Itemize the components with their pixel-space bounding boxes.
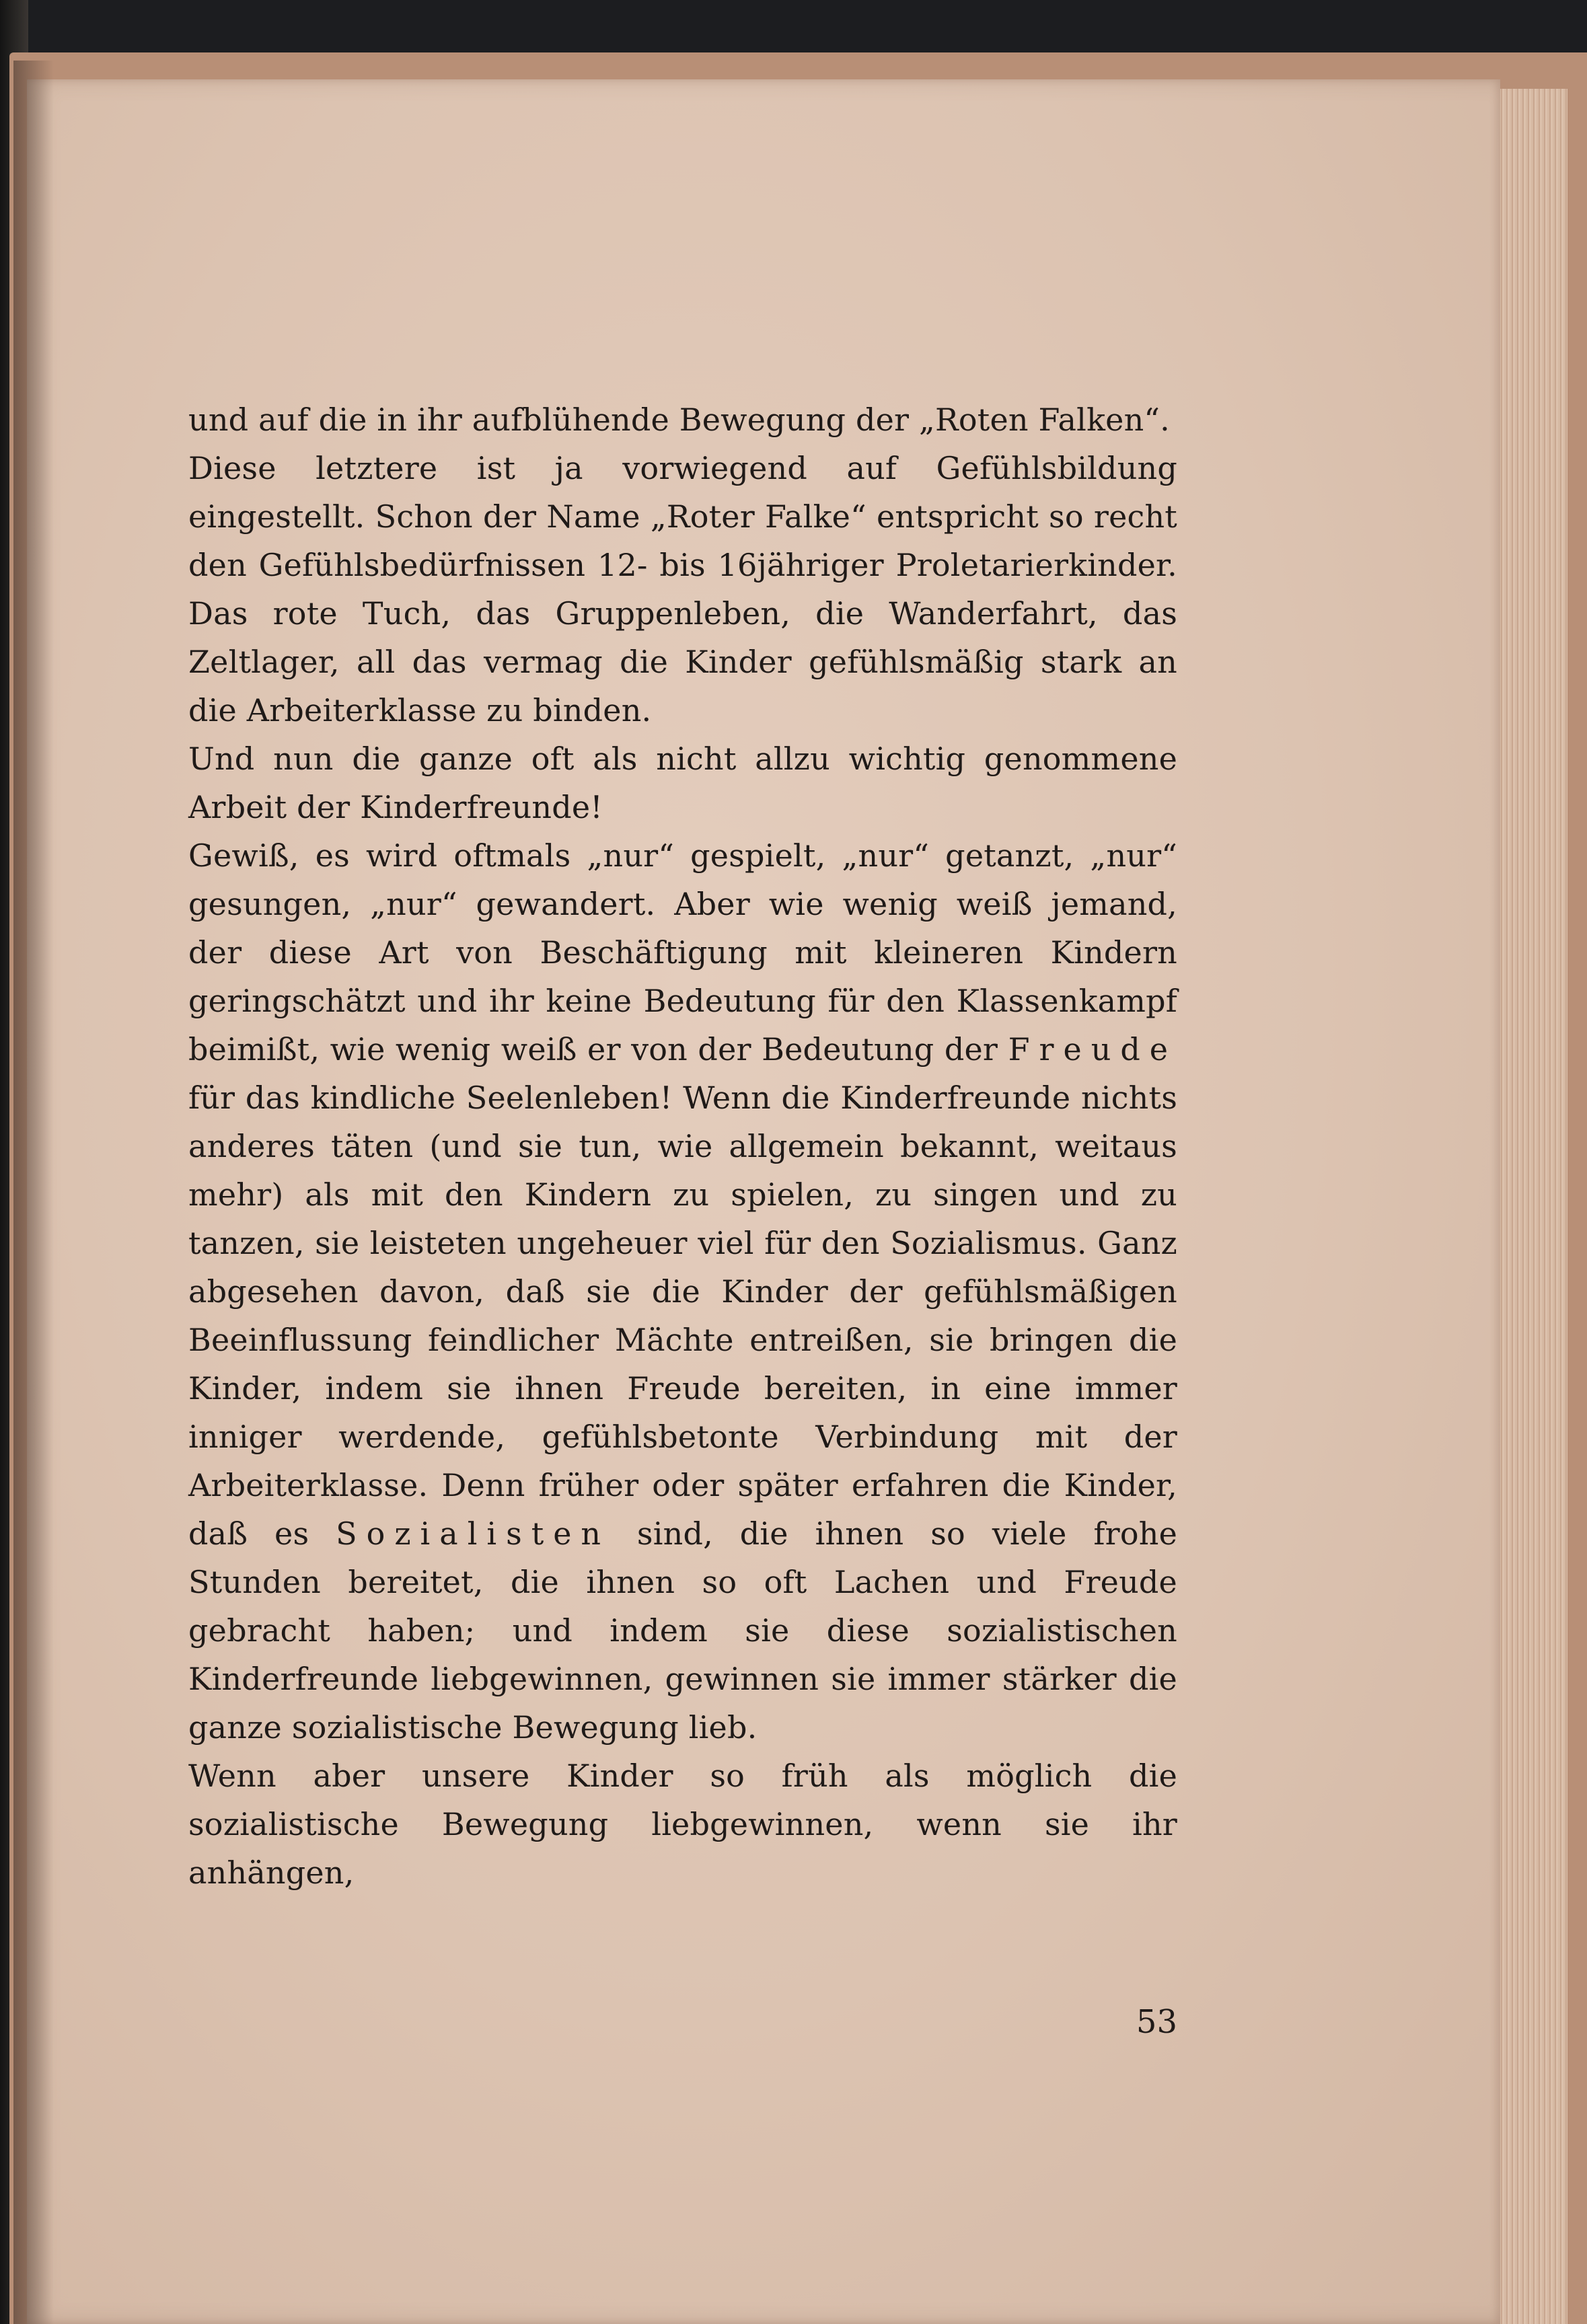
text-segment: Gewiß, es wird oftmals „nur“ gespielt, „nur“ getanzt, „nur“ gesungen, „nur“ gewandert. Aber wie wenig weiß jemand, der diese Art von Beschäftigung mit kleineren Kindern geringschätzt und ihr keine Bedeutung für den Klassenkampf beimißt, wie wenig weiß er von der Bedeutung der: [188, 837, 1177, 1067]
text-segment: Und nun die ganze oft als nicht allzu wichtig genommene Arbeit der Kinderfreunde!: [188, 741, 1177, 825]
paragraph: [188, 735, 1177, 831]
body-text: [188, 396, 1177, 1897]
text-segment: für das kindliche Seelenleben! Wenn die Kinderfreunde nichts anderes täten (und sie tun, wie allgemein bekannt, weitaus mehr) als mit den Kindern zu spielen, zu singen und zu tanzen, sie leisteten ungeheuer viel für den Sozialismus. Ganz abgesehen davon, daß sie die Kinder der gefühlsmäßigen Beeinflussung feindlicher Mächte entreißen, sie bringen die Kinder, indem sie ihnen Freude bereiten, in eine immer inniger werdende, gefühlsbetonte Verbindung mit der Arbeiterklasse. Denn früher oder später erfahren die Kinder, daß es: [188, 1080, 1177, 1552]
text-segment: Diese letztere ist ja vorwiegend auf Gefühlsbildung eingestellt. Schon der Name „Roter Falke“ entspricht so recht den Gefühlsbedürfnissen 12- bis 16jähriger Proletarierkinder. Das rote Tuch, das Gruppenleben, die Wanderfahrt, das Zeltlager, all das vermag die Kinder gefühlsmäßig stark an die Arbeiterklasse zu binden.: [188, 450, 1177, 728]
book-page: [27, 79, 1500, 2324]
text-segment: sind, die ihnen so viele frohe Stunden bereitet, die ihnen so oft Lachen und Freude gebracht haben; und indem sie diese sozialistischen Kinderfreunde liebgewinnen, gewinnen sie immer stärker die ganze sozialistische Bewegung lieb.: [188, 1515, 1177, 1746]
spine-shadow: [13, 61, 54, 2324]
paragraph: [188, 831, 1177, 1752]
text-segment: Wenn aber unsere Kinder so früh als möglich die sozialistische Bewegung liebgewinnen, wenn sie ihr anhängen,: [188, 1758, 1177, 1891]
paragraph: [188, 444, 1177, 735]
emphasized-text: Freude: [1008, 1031, 1177, 1067]
emphasized-text: Sozialisten: [336, 1515, 611, 1552]
page-number: 53: [1136, 2003, 1177, 2041]
paragraph: [188, 1752, 1177, 1897]
page-block-edges: [1492, 89, 1567, 2324]
text-segment: und auf die in ihr aufblühende Bewegung der „Roten Falken“.: [188, 402, 1170, 438]
paragraph: [188, 396, 1177, 444]
